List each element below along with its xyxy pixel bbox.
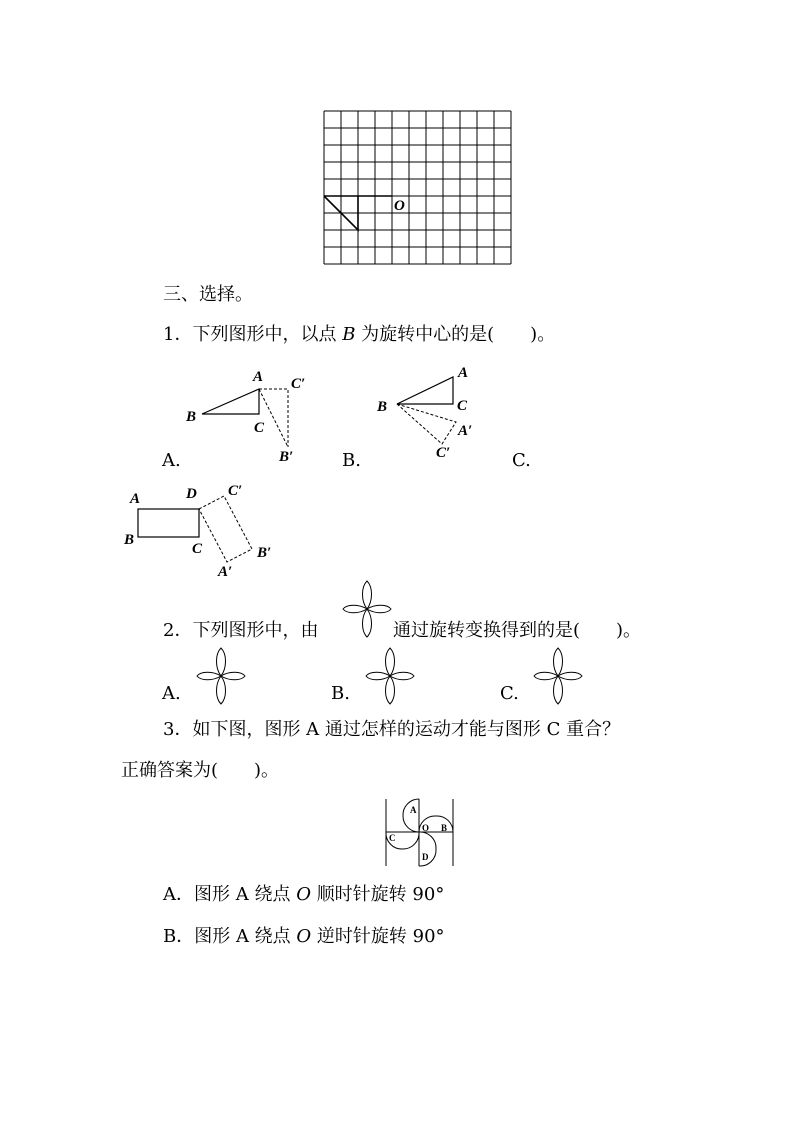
- q3-choice-b-letter: B．: [163, 926, 195, 947]
- q1b-label: C: [457, 398, 468, 414]
- q1a-label: C′: [291, 376, 306, 392]
- q3-figure-label: C: [389, 833, 396, 843]
- q3-stem-line2: 正确答案为( )。: [121, 760, 280, 781]
- q3-choice-a-text-a: 图形 A 绕点: [194, 884, 291, 905]
- q1-point: B: [342, 324, 356, 345]
- q1-option-b-letter[interactable]: B.: [342, 450, 361, 471]
- q1a-label: B′: [279, 449, 294, 465]
- q3-choice-a-point: O: [296, 884, 311, 905]
- section-title: 三、选择。: [163, 284, 253, 305]
- grid-point-o-label: O: [394, 198, 405, 214]
- q3-number: 3．: [163, 719, 193, 740]
- q2-option-b-letter[interactable]: B.: [331, 683, 350, 704]
- q3-figure-label: O: [422, 823, 430, 833]
- q3-choice-b-point: O: [296, 926, 312, 947]
- q3-figure-label: B: [441, 823, 448, 833]
- q2-text-a: 下列图形中，由: [192, 620, 319, 641]
- q1-option-a-letter[interactable]: A.: [162, 450, 181, 471]
- q1c-label: B′: [257, 545, 272, 561]
- q1c-label: C: [192, 541, 203, 557]
- q1c-label: D: [186, 486, 197, 502]
- q3-figure-label: A: [410, 805, 417, 815]
- q1a-label: B: [186, 409, 197, 425]
- q1c-label: C′: [228, 483, 243, 499]
- q1c-label: A: [130, 491, 141, 507]
- q3-choice-b-text-b: 逆时针旋转 90°: [316, 926, 445, 947]
- q1-option-c-letter[interactable]: C.: [512, 450, 531, 471]
- q1a-label: C: [254, 420, 265, 436]
- q3-choice-b-text-a: 图形 A 绕点: [194, 926, 291, 947]
- q2-text-b: 通过旋转变换得到的是( )。: [393, 620, 642, 641]
- q2-number: 2．: [163, 620, 193, 641]
- q1-text-a: 下列图形中，以点: [192, 324, 337, 345]
- q1b-label: A′: [458, 423, 473, 439]
- q1c-label: A′: [218, 564, 233, 580]
- q1a-label: A: [253, 369, 264, 385]
- q1-number: 1．: [163, 324, 193, 345]
- q1b-label: A: [458, 365, 469, 381]
- q3-choice-a-text-b: 顺时针旋转 90°: [316, 884, 445, 905]
- q1b-label: B: [377, 399, 388, 415]
- q3-figure-label: D: [422, 852, 429, 862]
- q3-choice-a[interactable]: [163, 884, 444, 906]
- q1c-label: B: [124, 532, 135, 548]
- q3-choice-b[interactable]: [163, 926, 445, 948]
- q3-choice-a-letter: A．: [163, 884, 194, 905]
- q1-text-b: 为旋转中心的是( )。: [361, 324, 556, 345]
- q1b-label: C′: [436, 445, 451, 461]
- q2-option-c-letter[interactable]: C.: [500, 683, 519, 704]
- q2-option-a-letter[interactable]: A.: [162, 683, 181, 704]
- q3-text-line1: 如下图，图形 A 通过怎样的运动才能与图形 C 重合？: [192, 719, 621, 740]
